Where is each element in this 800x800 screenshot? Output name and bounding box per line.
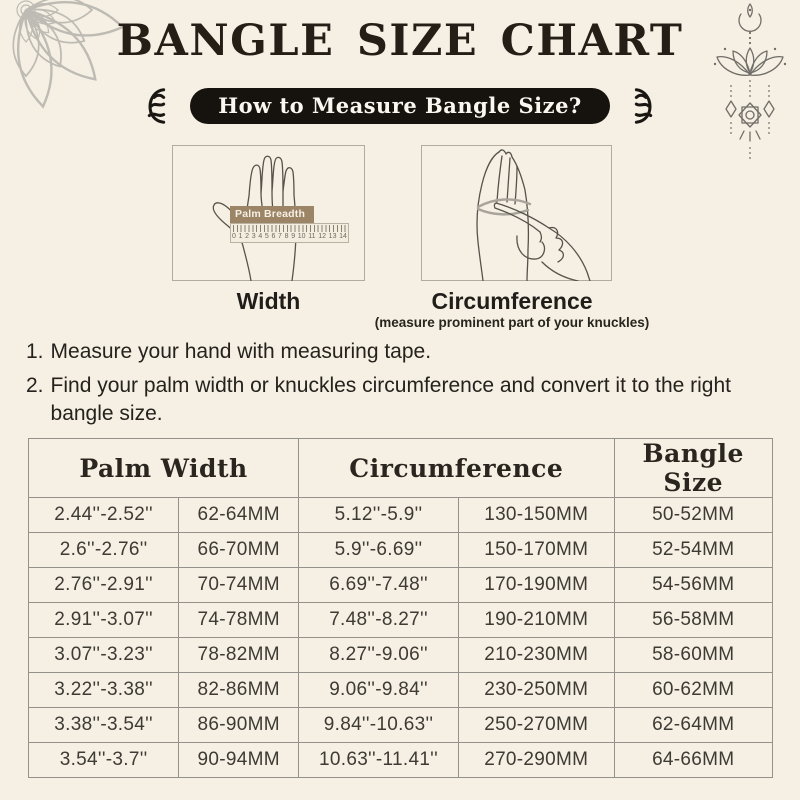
width-caption: Width	[236, 288, 301, 314]
table-cell: 58-60MM	[614, 638, 773, 673]
table-cell: 6.69''-7.48''	[299, 568, 459, 603]
table-row	[29, 673, 773, 708]
table-cell: 2.44''-2.52''	[29, 498, 179, 533]
instruction-item	[26, 372, 756, 428]
table-cell: 56-58MM	[614, 603, 773, 638]
instructions-list	[26, 338, 756, 434]
table-cell: 9.84''-10.63''	[299, 708, 459, 743]
ruler-numbers: 0 1 2 3 4 5 6 7 8 9 10 11 12 13 14	[232, 233, 347, 240]
subtitle-row	[0, 84, 800, 128]
table-cell: 62-64MM	[614, 708, 773, 743]
table-row	[29, 533, 773, 568]
table-cell: 210-230MM	[459, 638, 614, 673]
hand-circumference-illustration	[422, 146, 613, 281]
table-cell: 78-82MM	[179, 638, 299, 673]
table-header-bangle-size: Bangle Size	[614, 439, 773, 498]
circumference-caption: Circumference	[431, 288, 593, 314]
bangle-size-table	[28, 438, 773, 778]
table-cell: 64-66MM	[614, 743, 773, 778]
table-cell: 8.27''-9.06''	[299, 638, 459, 673]
table-row	[29, 498, 773, 533]
table-row	[29, 603, 773, 638]
ruler-ticks	[233, 225, 346, 232]
table-cell: 54-56MM	[614, 568, 773, 603]
table-row	[29, 743, 773, 778]
table-row	[29, 708, 773, 743]
table-header-row	[29, 439, 773, 498]
table-cell: 70-74MM	[179, 568, 299, 603]
table-cell: 2.91''-3.07''	[29, 603, 179, 638]
table-cell: 5.9''-6.69''	[299, 533, 459, 568]
table-cell: 5.12''-5.9''	[299, 498, 459, 533]
table-cell: 3.54''-3.7''	[29, 743, 179, 778]
table-cell: 60-62MM	[614, 673, 773, 708]
instruction-item	[26, 338, 756, 366]
table-row	[29, 568, 773, 603]
table-cell: 90-94MM	[179, 743, 299, 778]
table-cell: 150-170MM	[459, 533, 614, 568]
table-cell: 50-52MM	[614, 498, 773, 533]
table-cell: 170-190MM	[459, 568, 614, 603]
instruction-number: 2.	[26, 373, 44, 397]
table-cell: 82-86MM	[179, 673, 299, 708]
palm-breadth-label: Palm Breadth	[230, 206, 314, 223]
table-header-palm-width: Palm Width	[29, 439, 299, 498]
table-cell: 130-150MM	[459, 498, 614, 533]
ruler	[230, 223, 349, 243]
flourish-right-icon	[623, 84, 665, 128]
circumference-diagram	[421, 145, 612, 281]
how-to-measure-button[interactable]: How to Measure Bangle Size?	[190, 88, 610, 124]
table-cell: 10.63''-11.41''	[299, 743, 459, 778]
table-cell: 62-64MM	[179, 498, 299, 533]
table-cell: 66-70MM	[179, 533, 299, 568]
table-cell: 250-270MM	[459, 708, 614, 743]
table-cell: 7.48''-8.27''	[299, 603, 459, 638]
table-cell: 3.07''-3.23''	[29, 638, 179, 673]
table-cell: 9.06''-9.84''	[299, 673, 459, 708]
instruction-number: 1.	[26, 340, 44, 363]
table-cell: 74-78MM	[179, 603, 299, 638]
table-header-circumference: Circumference	[299, 439, 614, 498]
instruction-text: Measure your hand with measuring tape.	[50, 340, 432, 363]
table-cell: 52-54MM	[614, 533, 773, 568]
flourish-left-icon	[135, 84, 177, 128]
page-title: BANGLE SIZE CHART	[116, 16, 684, 66]
table-cell: 2.6''-2.76''	[29, 533, 179, 568]
width-diagram	[172, 145, 365, 281]
table-cell: 3.22''-3.38''	[29, 673, 179, 708]
table-cell: 190-210MM	[459, 603, 614, 638]
table-cell: 3.38''-3.54''	[29, 708, 179, 743]
table-cell: 2.76''-2.91''	[29, 568, 179, 603]
instruction-text: Find your palm width or knuckles circumference and convert it to the right bangle size.	[50, 373, 731, 425]
table-cell: 230-250MM	[459, 673, 614, 708]
table-cell: 86-90MM	[179, 708, 299, 743]
table-cell: 270-290MM	[459, 743, 614, 778]
table-row	[29, 638, 773, 673]
circumference-note: (measure prominent part of your knuckles)	[374, 315, 650, 330]
